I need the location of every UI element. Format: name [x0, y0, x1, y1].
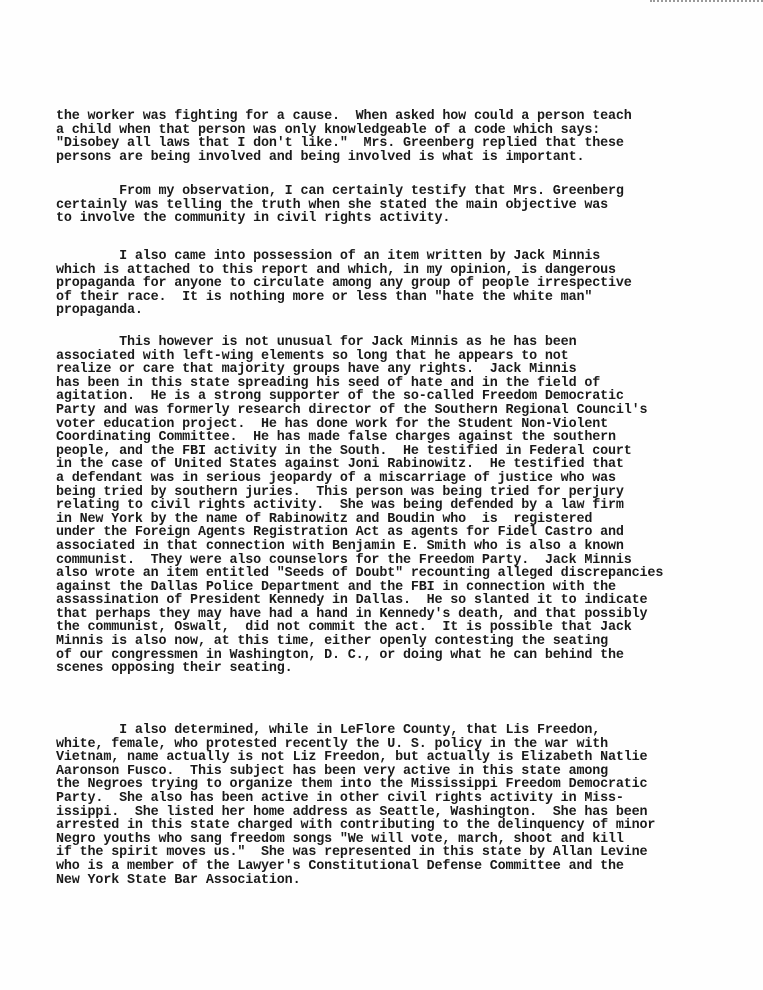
text-line: relating to civil rights activity. She was being defended by a law firm [56, 498, 624, 514]
text-line: Aaronson Fusco. This subject has been very active in this state among [56, 763, 608, 779]
text-line: certainly was telling the truth when she stated the main objective was [56, 197, 608, 213]
paragraph [56, 185, 763, 226]
text-line: From my observation, I can certainly testify that Mrs. Greenberg [56, 184, 624, 199]
text-line: Minnis is also now, at this time, either openly contesting the seating [56, 634, 608, 650]
text-line: a child when that person was only knowledgeable of a code which says: [56, 122, 601, 138]
text-line: Coordinating Committee. He has made false charges against the southern [56, 430, 616, 446]
page-edge-mark [650, 0, 763, 6]
text-line: Party. She also has been active in other civil rights activity in Miss- [56, 790, 624, 806]
text-line: Vietnam, name actually is not Liz Freedon, but actually is Elizabeth Natlie [56, 750, 648, 766]
text-line: also wrote an item entitled "Seeds of Doubt" recounting alleged discrepancies [56, 566, 664, 582]
text-line: being tried by southern juries. This person was being tried for perjury [56, 484, 624, 500]
text-line: I also determined, while in LeFlore County, that Lis Freedon, [56, 723, 601, 738]
text-line: voter education project. He has done work for the Student Non-Violent [56, 416, 608, 432]
text-line: assassination of President Kennedy in Dallas. He so slanted it to indicate [56, 593, 648, 609]
text-line: the Negroes trying to organize them into the Mississippi Freedom Democratic [56, 777, 648, 793]
paragraph [56, 336, 763, 676]
text-line: agitation. He is a strong supporter of the so-called Freedom Democratic [56, 389, 624, 405]
text-line: "Disobey all laws that I don't like." Mrs. Greenberg replied that these [56, 136, 624, 152]
text-line: in New York by the name of Rabinowitz and Boudin who is registered [56, 511, 593, 527]
text-line: under the Foreign Agents Registration Act as agents for Fidel Castro and [56, 525, 624, 541]
text-line: propaganda. [56, 303, 143, 319]
paragraph [56, 250, 763, 318]
text-line: associated in that connection with Benjamin E. Smith who is also a known [56, 538, 624, 554]
paragraph [56, 724, 763, 887]
text-line: associated with left-wing elements so long that he appears to not [56, 348, 569, 364]
text-line: the worker was fighting for a cause. When asked how could a person teach [56, 109, 632, 124]
text-line: that perhaps they may have had a hand in Kennedy's death, and that possibly [56, 606, 648, 622]
text-line: persons are being involved and being involved is what is important. [56, 149, 585, 165]
text-line: the communist, Oswalt, did not commit the act. It is possible that Jack [56, 620, 632, 636]
paragraph [56, 110, 763, 164]
text-line: of our congressmen in Washington, D. C., or doing what he can behind the [56, 647, 624, 663]
text-line: people, and the FBI activity in the South. He testified in Federal court [56, 443, 632, 459]
text-line: if the spirit moves us." She was represented in this state by Allan Levine [56, 845, 648, 861]
text-line: New York State Bar Association. [56, 872, 301, 888]
text-line: against the Dallas Police Department and the FBI in connection with the [56, 579, 616, 595]
text-line: issippi. She listed her home address as Seattle, Washington. She has been [56, 804, 648, 820]
text-line: scenes opposing their seating. [56, 661, 293, 677]
text-line: I also came into possession of an item written by Jack Minnis [56, 249, 601, 264]
text-line: Party and was formerly research director of the Southern Regional Council's [56, 402, 648, 418]
text-line: a defendant was in serious jeopardy of a miscarriage of justice who was [56, 470, 616, 486]
text-line: realize or care that majority groups have any rights. Jack Minnis [56, 362, 577, 378]
text-line: in the case of United States against Joni Rabinowitz. He testified that [56, 457, 624, 473]
text-line: who is a member of the Lawyer's Constitutional Defense Committee and the [56, 858, 624, 874]
text-line: which is attached to this report and which, in my opinion, is dangerous [56, 262, 616, 278]
text-line: communist. They were also counselors for the Freedom Party. Jack Minnis [56, 552, 632, 568]
text-line: propaganda for anyone to circulate among any group of people irrespective [56, 276, 632, 292]
text-line: of their race. It is nothing more or less than "hate the white man" [56, 289, 593, 305]
text-line: This however is not unusual for Jack Minnis as he has been [56, 335, 577, 350]
text-line: to involve the community in civil rights activity. [56, 211, 451, 227]
text-line: white, female, who protested recently the U. S. policy in the war with [56, 736, 608, 752]
text-line: has been in this state spreading his seed of hate and in the field of [56, 375, 601, 391]
text-line: Negro youths who sang freedom songs "We will vote, march, shoot and kill [56, 831, 624, 847]
text-line: arrested in this state charged with contributing to the delinquency of minor [56, 818, 656, 834]
